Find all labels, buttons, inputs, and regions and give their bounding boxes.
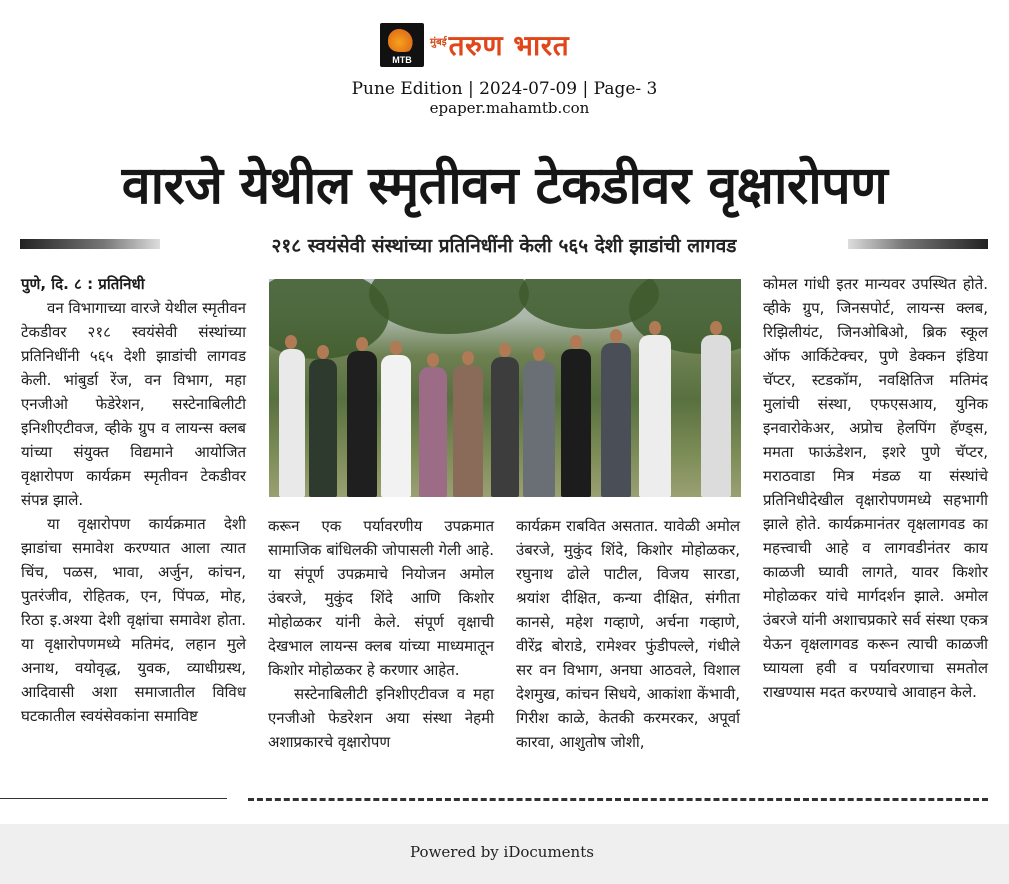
byline: पुणे, दि. ८ : प्रतिनिधी — [21, 275, 145, 293]
headline: वारजे येथील स्मृतीवन टेकडीवर वृक्षारोपण — [121, 156, 888, 216]
divider-rule — [0, 798, 227, 799]
decorative-bar-right — [848, 239, 988, 249]
article-column-1 — [21, 272, 246, 728]
paragraph: या वृक्षारोपण कार्यक्रमात देशी झाडांचा समावेश करण्यात आला त्यात चिंच, पळस, भावा, अर्जुन, कांचन, पुतरंजीव, रोहितक, एन, पिंपळ, मोह, रिठा इ.अश्या देशी वृक्षांचा समावेश होता. या वृक्षारोपणमध्ये मतिमंद, लहान मुले अनाथ, वयोवृद्ध, युवक, व्याधीग्रस्थ, आदिवासी अशा समाजातील विविध घटकातील स्वयंसेवकांना समाविष्ट — [21, 515, 246, 725]
edition-line: Pune Edition | 2024-07-09 | Page- 3 — [351, 79, 658, 99]
flame-lion-icon — [388, 28, 416, 52]
paragraph: सस्टेनाबिलीटी इनिशीएटीवज व महा एनजीओ फेडरेशन अया संस्था नेहमी अशाप्रकारचे वृक्षारोपण — [268, 685, 494, 751]
brand-city: मुंबई — [430, 37, 447, 48]
masthead — [380, 22, 630, 68]
paragraph: कोमल गांधी इतर मान्यवर उपस्थित होते. व्हीके ग्रुप, जिनसपोर्ट, लायन्स क्लब, रिझिलीयंट, जिनओबिओ, ब्रिक स्कूल ऑफ आर्किटेक्चर, पुणे डेक्कन इंडिया चॅप्टर, स्टडकॉम, नवक्षितिज मतिमंद मुलांची संस्था, एफएसआय, युनिक इनवारोकेअर, अप्रोच हेलपिंग हॅण्ड्स, ममता फाऊंडेशन, इशरे पुणे चॅप्टर, मराठवाडा मित्र मंडळ या संस्थांचे प्रतिनिधीदेखील वृक्षारोपणमध्ये सहभागी झाले होते. कार्यक्रमानंतर वृक्षलागवड का महत्त्वाची आहे व लागवडीनंतर काय काळजी घ्यावी लागते, यावर किशोर मोहोळकर यांचे मार्गदर्शन झाले. अमोल उंबरजे यांनी अशाचप्रकारे सर्व संस्था एकत्र येऊन वृक्षलागवड करून त्याची काळजी घ्यायला हवी व पर्यावरणाचा समतोल राखण्यास मदत करण्याचे आवाहन केले. — [763, 275, 988, 701]
dashed-divider-rule — [248, 798, 988, 801]
group-photo — [269, 279, 741, 497]
mtb-logo — [380, 23, 424, 67]
subheadline: २१८ स्वयंसेवी संस्थांच्या प्रतिनिधींनी केली ५६५ देशी झाडांची लागवड — [271, 235, 737, 257]
paragraph: कार्यक्रम राबवित असतात. यावेळी अमोल उंबरजे, मुकुंद शिंदे, किशोर मोहोळकर, रघुनाथ ढोले पाटील, विजय सारडा, श्रयांश दीक्षित, कन्या दीक्षित, संगीता कानसे, महेश गव्हाणे, अर्चना गव्हाणे, वीरेंद्र बोराडे, रामेश्वर फुंडीपल्ले, गंधीले सर वन विभाग, अनघा आठवले, विशाल देशमुख, कांचन सिधये, आकांशा केंभावी, गिरीश काळे, केतकी करमरकर, अपूर्वा कारवा, आशुतोष जोशी, — [516, 517, 740, 751]
logo-text: MTB — [392, 55, 412, 65]
article-column-4 — [763, 272, 988, 704]
epaper-url: epaper.mahamtb.con — [429, 99, 590, 117]
paragraph: करून एक पर्यावरणीय उपक्रमात सामाजिक बांधिलकी जोपासली गेली आहे. या संपूर्ण उपक्रमाचे नियोजन अमोल उंबरजे, मुकुंद शिंदे आणि किशोर मोहोळकर यांनी केले. संपूर्ण वृक्षाची देखभाल लायन्स क्लब यांच्या माध्यमातून किशोर मोहोळकर हे करणार आहेत. — [268, 517, 494, 679]
footer — [0, 824, 1009, 884]
decorative-bar-left — [20, 239, 160, 249]
subheadline-bar — [20, 232, 988, 257]
paragraph: वन विभागाच्या वारजे येथील स्मृतीवन टेकडीवर २१८ स्वयंसेवी संस्थांच्या प्रतिनिधींनी ५६५ देशी झाडांची लागवड केली. भांबुर्डा रेंज, वन विभाग, महा एनजीओ फेडेरेशन, सस्टेनाबिलीटी इनिशीएटीवज, व्हीके ग्रुप व लायन्स क्लब यांच्या संयुक्त विद्यमाने आयोजित वृक्षारोपण कार्यक्रम स्मृतीवन टेकडीवर संपन्न झाले. — [21, 299, 246, 509]
brand-wordmark — [430, 26, 569, 64]
brand-name: तरुण भारत — [448, 29, 570, 62]
powered-by-link[interactable]: Powered by iDocuments — [410, 843, 594, 861]
article-column-3 — [516, 514, 740, 754]
article-column-2 — [268, 514, 494, 754]
